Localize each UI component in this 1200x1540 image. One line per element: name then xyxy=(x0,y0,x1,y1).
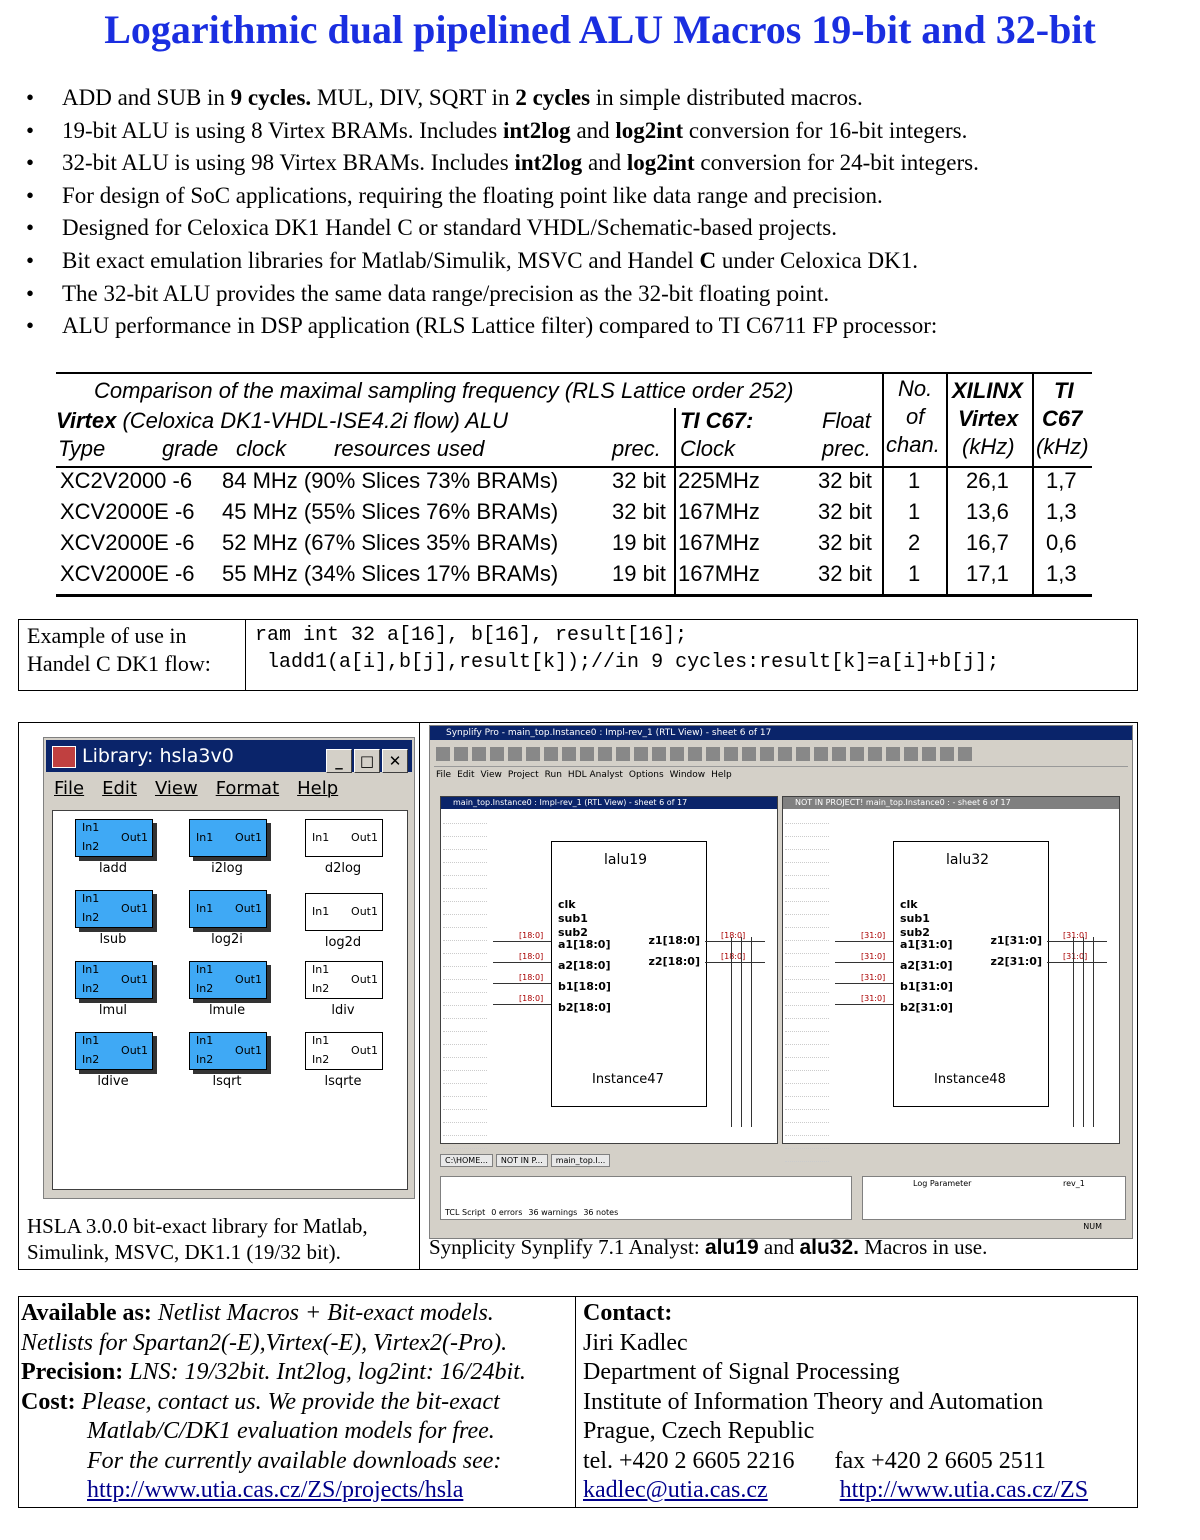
cell-type: XCV2000E -6 xyxy=(60,530,195,555)
rtl-view-right xyxy=(782,796,1120,1144)
syn-menu-item[interactable]: Project xyxy=(507,770,539,780)
cell-xil: 16,7 xyxy=(966,530,1009,555)
bus-label: [18:0] xyxy=(721,931,746,940)
block-log2d[interactable]: In1 Out1 xyxy=(305,893,383,931)
block-label: log2d xyxy=(324,935,362,950)
port-in: b2[18:0] xyxy=(558,1001,611,1014)
block-lsqrt[interactable]: In1 In2 Out1 xyxy=(189,1032,267,1070)
prec-header: prec. xyxy=(612,436,661,461)
cell-alu: 52 MHz (67% Slices 35% BRAMs) xyxy=(222,530,559,555)
log-parameter-panel: Log Parameter rev_1 xyxy=(862,1176,1126,1220)
ti-c67-header: TI C67: xyxy=(680,408,754,433)
port-in: a1[31:0] xyxy=(900,938,953,951)
bus-label: [31:0] xyxy=(861,952,886,961)
syn-menu-item[interactable]: HDL Analyst xyxy=(567,770,623,780)
cell-ti_clock: 167MHz xyxy=(678,561,760,586)
email-link[interactable]: kadlec@utia.cas.cz xyxy=(583,1477,768,1503)
cell-prec: 32 bit xyxy=(612,499,666,524)
header-rule xyxy=(56,466,1092,468)
feature-list xyxy=(20,82,1180,343)
bus-label: [18:0] xyxy=(721,952,746,961)
screenshots-divider xyxy=(419,723,420,1269)
synplify-menu xyxy=(436,770,738,780)
bus-label: [18:0] xyxy=(519,973,544,982)
port-out: z2[31:0] xyxy=(990,955,1042,968)
block-ladd[interactable]: In1 In2 Out1 xyxy=(75,819,153,857)
port-in: sub1 xyxy=(900,912,930,925)
syn-menu-item[interactable]: Edit xyxy=(457,770,475,780)
syn-menu-item[interactable]: Run xyxy=(544,770,562,780)
port-out: z2[18:0] xyxy=(648,955,700,968)
port-in: a2[31:0] xyxy=(900,959,953,972)
block-lsqrte[interactable]: In1 In2 Out1 xyxy=(305,1032,383,1070)
lalu32-block[interactable]: lalu32 clk sub1 sub2 a1[31:0] a2[31:0] b1[31:0] b2[31:0] z1[31:0] z2[31:0] Instance48 xyxy=(893,841,1049,1107)
chan-header-2: of xyxy=(906,404,925,429)
block-label: d2log xyxy=(324,861,362,876)
simulink-icon xyxy=(52,746,76,768)
block-label: log2i xyxy=(211,932,243,947)
port-in: a2[18:0] xyxy=(558,959,611,972)
col-rule xyxy=(1032,374,1034,594)
block-lsub[interactable]: In1 In2 Out1 xyxy=(75,890,153,928)
feature-item: • ADD and SUB in 9 cycles. MUL, DIV, SQRT in 2 cycles in simple distributed macros. xyxy=(26,85,863,110)
cell-fprec: 32 bit xyxy=(818,530,872,555)
example-box xyxy=(18,619,1138,691)
library-window xyxy=(43,737,415,1199)
library-titlebar xyxy=(46,740,412,772)
hsla-link[interactable]: http://www.utia.cas.cz/ZS/projects/hsla xyxy=(87,1477,464,1503)
library-pane xyxy=(52,810,408,1190)
tcl-console[interactable] xyxy=(440,1176,852,1220)
cell-chan: 1 xyxy=(908,468,921,493)
comparison-table xyxy=(56,372,1092,597)
ti-header-2: C67 xyxy=(1042,406,1083,431)
cell-type: XC2V2000 -6 xyxy=(60,468,193,493)
feature-item: • 19-bit ALU is using 8 Virtex BRAMs. Includes int2log and log2int conversion for 16-bit integers. xyxy=(26,117,968,143)
block-ldive[interactable]: In1 In2 Out1 xyxy=(75,1032,153,1070)
cell-ti_clock: 167MHz xyxy=(678,530,760,555)
block-label: lsqrte xyxy=(324,1074,362,1089)
bus-label: [18:0] xyxy=(519,952,544,961)
synplify-caption: Synplicity Synplify 7.1 Analyst: alu19 and alu32. Macros in use. xyxy=(429,1235,988,1259)
port-in: a1[18:0] xyxy=(558,938,611,951)
bus-label: [31:0] xyxy=(861,973,886,982)
syn-menu-item[interactable]: Help xyxy=(711,770,732,780)
cell-xil: 13,6 xyxy=(966,499,1009,524)
cell-type: XCV2000E -6 xyxy=(60,499,195,524)
col-rule xyxy=(946,374,948,594)
port-in: clk xyxy=(558,898,576,911)
feature-item: • Bit exact emulation libraries for Matlab/Simulik, MSVC and Handel C under Celoxica DK1. xyxy=(26,247,918,273)
cell-chan: 1 xyxy=(908,561,921,586)
col-rule xyxy=(674,408,676,594)
cell-alu: 55 MHz (34% Slices 17% BRAMs) xyxy=(222,561,559,586)
screenshots-panel xyxy=(18,722,1138,1270)
net-list xyxy=(785,811,829,1162)
block-label: lsub xyxy=(99,932,127,947)
cell-ti: 1,3 xyxy=(1046,499,1077,524)
col-rule xyxy=(882,374,884,594)
library-caption: HSLA 3.0.0 bit-exact library for Matlab, Simulink, MSVC, DK1.1 (19/32 bit). xyxy=(27,1214,368,1264)
lalu19-block[interactable]: lalu19 clk sub1 sub2 a1[18:0] a2[18:0] b1[18:0] b2[18:0] z1[18:0] z2[18:0] Instance47 xyxy=(551,841,707,1107)
port-in: sub1 xyxy=(558,912,588,925)
menu-help[interactable]: Help xyxy=(297,778,339,799)
cell-ti_clock: 167MHz xyxy=(678,499,760,524)
port-in: sub2 xyxy=(558,926,588,939)
ti-header-1: TI xyxy=(1054,378,1074,403)
syn-menu-item[interactable]: Options xyxy=(628,770,664,780)
syn-menu-item[interactable]: View xyxy=(480,770,502,780)
syn-menu-item[interactable]: File xyxy=(436,770,452,780)
example-divider xyxy=(245,620,246,690)
rtl-left-title: main_top.Instance0 : Impl-rev_1 (RTL View) - sheet 6 of 17 xyxy=(441,797,777,809)
ti-clock-header: Clock xyxy=(680,436,736,461)
cell-chan: 2 xyxy=(908,530,921,555)
menu-view[interactable]: View xyxy=(154,778,198,799)
synplify-window xyxy=(429,725,1133,1239)
feature-item: • ALU performance in DSP application (RLS Lattice filter) compared to TI C6711 FP processor: xyxy=(26,313,938,339)
log-tab[interactable]: TCL Script xyxy=(445,1208,486,1217)
block-ldiv[interactable]: In1 In2 Out1 xyxy=(305,961,383,999)
maximize-button[interactable]: □ xyxy=(354,749,380,773)
menu-format[interactable]: Format xyxy=(215,778,280,799)
port-out: z1[18:0] xyxy=(648,934,700,947)
block-lmule[interactable]: In1 In2 Out1 xyxy=(189,961,267,999)
bus-label: [18:0] xyxy=(519,931,544,940)
log-tab[interactable]: 36 notes xyxy=(583,1208,619,1217)
port-in: sub2 xyxy=(900,926,930,939)
synplify-toolbar[interactable] xyxy=(434,744,1128,767)
float-prec-header: prec. xyxy=(822,436,871,461)
float-header: Float xyxy=(822,408,871,433)
library-menu xyxy=(54,778,356,799)
xilinx-header-3: (kHz) xyxy=(962,434,1015,459)
cell-prec: 19 bit xyxy=(612,530,666,555)
bus-label: [31:0] xyxy=(861,994,886,1003)
contact-block: Contact: Jiri Kadlec Department of Signal Processing Institute of Information Theory and Automation Prague, Czech Republic tel. +420 2 6605 2216 fax +420 2 6605 2511 kadlec@utia.cas.cz http://www.utia.cas.cz/ZS xyxy=(583,1300,1089,1503)
feature-item: • 32-bit ALU is using 98 Virtex BRAMs. Includes int2log and log2int conversion for 24-bit integers. xyxy=(26,150,979,176)
block-label: i2log xyxy=(211,861,243,876)
log-tab[interactable]: 36 warnings xyxy=(528,1208,578,1217)
cell-fprec: 32 bit xyxy=(818,499,872,524)
minimize-button[interactable]: _ xyxy=(326,749,352,773)
window-tab[interactable]: main_top.I... xyxy=(551,1154,611,1167)
block-lmul[interactable]: In1 In2 Out1 xyxy=(75,961,153,999)
rtl-right-title: NOT IN PROJECT! main_top.Instance0 : - sheet 6 of 17 xyxy=(783,797,1119,809)
chan-header-1: No. xyxy=(898,376,933,401)
block-label: lmul xyxy=(98,1003,128,1018)
page-title: Logarithmic dual pipelined ALU Macros 19-bit and 32-bit xyxy=(104,7,1096,52)
example-code: ram int 32 a[16], b[16], result[16]; ladd1(a[i],b[j],result[k]);//in 9 cycles:result[k]=a[i]+b[j]; xyxy=(255,624,1000,674)
cell-chan: 1 xyxy=(908,499,921,524)
port-in: b1[31:0] xyxy=(900,980,953,993)
info-divider xyxy=(575,1297,576,1507)
bus-label: [18:0] xyxy=(519,994,544,1003)
block-label: ldiv xyxy=(331,1003,355,1018)
net-list xyxy=(443,811,487,1162)
clock-header: clock xyxy=(236,436,287,461)
xilinx-header-2: Virtex xyxy=(958,406,1019,431)
grade-header: grade xyxy=(162,436,219,461)
xilinx-header-1: XILINX xyxy=(952,378,1023,403)
table-caption: Comparison of the maximal sampling frequency (RLS Lattice order 252) xyxy=(94,378,794,403)
block-d2log[interactable]: In1 Out1 xyxy=(305,819,383,857)
virtex-header: Virtex (Celoxica DK1-VHDL-ISE4.2i flow) ALU xyxy=(56,408,508,433)
cell-alu: 84 MHz (90% Slices 73% BRAMs) xyxy=(222,468,559,493)
ti-header-3: (kHz) xyxy=(1036,434,1089,459)
cell-xil: 26,1 xyxy=(966,468,1009,493)
port-in: b1[18:0] xyxy=(558,980,611,993)
bus-label: [31:0] xyxy=(1063,952,1088,961)
cell-fprec: 32 bit xyxy=(818,468,872,493)
feature-item: • For design of SoC applications, requiring the floating point like data range and precision. xyxy=(26,182,883,208)
port-in: clk xyxy=(900,898,918,911)
status-num: NUM xyxy=(1083,1222,1102,1231)
cell-xil: 17,1 xyxy=(966,561,1009,586)
rtl-view-left xyxy=(440,796,778,1144)
example-label: Example of use in Handel C DK1 flow: xyxy=(27,623,211,676)
block-i2log[interactable]: In1 Out1 xyxy=(189,819,267,857)
window-tab[interactable]: NOT IN P... xyxy=(496,1154,548,1167)
feature-item: • Designed for Celoxica DK1 Handel C or standard VHDL/Schematic-based projects. xyxy=(26,215,837,241)
cell-prec: 19 bit xyxy=(612,561,666,586)
availability-block: Available as: Netlist Macros + Bit-exact models. Netlists for Spartan2(-E),Virtex(-E), Virtex2(-Pro). Precision: LNS: 19/32bit. Int2log, log2int: 16/24bit. Cost: Please, contact us. We provide the bit-exact Matlab/C/DK1 evaluation models for free. For the currently available downloads see: http://www.utia.cas.cz/ZS/projects/hsla xyxy=(21,1300,526,1503)
port-out: z1[31:0] xyxy=(990,934,1042,947)
block-label: lmule xyxy=(208,1003,246,1018)
block-label: lsqrt xyxy=(212,1074,242,1089)
cell-ti: 1,3 xyxy=(1046,561,1077,586)
menu-edit[interactable]: Edit xyxy=(102,778,137,799)
website-link[interactable]: http://www.utia.cas.cz/ZS xyxy=(839,1477,1089,1503)
cell-prec: 32 bit xyxy=(612,468,666,493)
cell-type: XCV2000E -6 xyxy=(60,561,195,586)
synplify-title: Synplify Pro - main_top.Instance0 : Impl-rev_1 (RTL View) - sheet 6 of 17 xyxy=(430,726,1132,740)
cell-fprec: 32 bit xyxy=(818,561,872,586)
type-header: Type xyxy=(58,436,106,461)
block-label: ladd xyxy=(98,861,128,876)
port-in: b2[31:0] xyxy=(900,1001,953,1014)
window-tab[interactable]: C:\HOME... xyxy=(440,1154,493,1167)
window-tabs[interactable] xyxy=(440,1156,1130,1165)
library-title: Library: hsla3v0 xyxy=(82,745,234,767)
bus-label: [31:0] xyxy=(861,931,886,940)
cell-ti_clock: 225MHz xyxy=(678,468,760,493)
block-log2i[interactable]: In1 Out1 xyxy=(189,890,267,928)
log-tab[interactable]: 0 errors xyxy=(491,1208,523,1217)
block-label: ldive xyxy=(97,1074,129,1089)
cell-ti: 1,7 xyxy=(1046,468,1077,493)
chan-header-3: chan. xyxy=(886,432,940,457)
feature-item: • The 32-bit ALU provides the same data range/precision as the 32-bit floating point. xyxy=(26,280,830,306)
cell-alu: 45 MHz (55% Slices 76% BRAMs) xyxy=(222,499,559,524)
syn-menu-item[interactable]: Window xyxy=(669,770,706,780)
bus-label: [31:0] xyxy=(1063,931,1088,940)
info-table xyxy=(18,1296,1138,1508)
menu-file[interactable]: File xyxy=(54,778,85,799)
cell-ti: 0,6 xyxy=(1046,530,1077,555)
close-button[interactable]: ✕ xyxy=(382,749,408,773)
resources-header: resources used xyxy=(334,436,485,461)
